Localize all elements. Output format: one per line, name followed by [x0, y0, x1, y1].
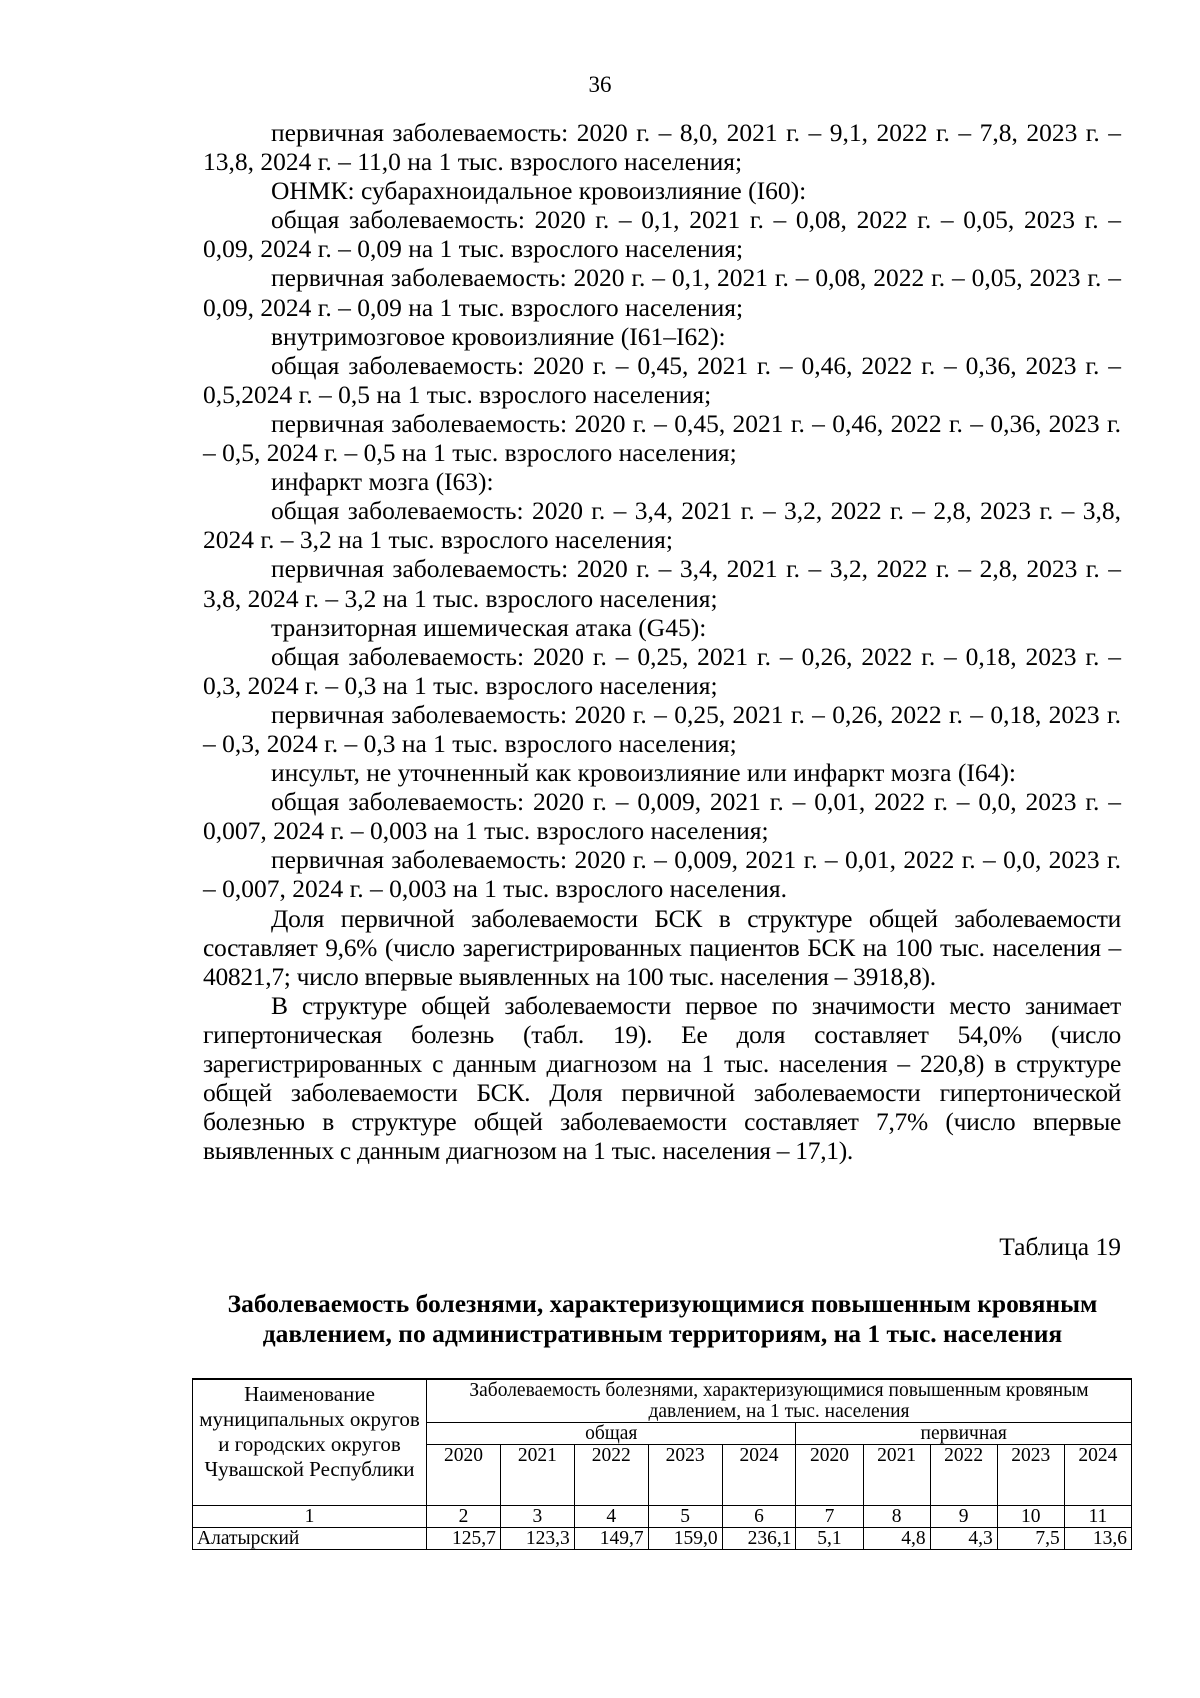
- column-number: 5: [648, 1506, 722, 1528]
- table-header-row: [193, 1379, 1132, 1423]
- header-year: 2020: [427, 1445, 501, 1506]
- paragraph: первичная заболеваемость: 2020 г. – 0,45, 2021 г. – 0,46, 2022 г. – 0,36, 2023 г. – 0,5, 2024 г. – 0,5 на 1 тыс. взрослого населения;: [203, 408, 1121, 468]
- header-year: 2023: [648, 1445, 722, 1506]
- header-year: 2023: [997, 1445, 1064, 1506]
- paragraph: общая заболеваемость: 2020 г. – 0,009, 2021 г. – 0,01, 2022 г. – 0,0, 2023 г. – 0,007, 2024 г. – 0,003 на 1 тыс. взрослого населения;: [203, 787, 1121, 846]
- paragraph: инсульт, не уточненный как кровоизлияние или инфаркт мозга (I64):: [271, 758, 1016, 788]
- column-number: 6: [722, 1506, 796, 1528]
- body-text: [203, 118, 1121, 1165]
- table-cell: 149,7: [574, 1528, 648, 1550]
- header-primary: первичная: [796, 1423, 1132, 1445]
- header-group: Заболеваемость болезнями, характеризующимися повышенным кровяным давлением, на 1 тыс. населения: [427, 1379, 1132, 1423]
- paragraph: общая заболеваемость: 2020 г. – 0,45, 2021 г. – 0,46, 2022 г. – 0,36, 2023 г. – 0,5,2024 г. – 0,5 на 1 тыс. взрослого населения;: [203, 350, 1121, 409]
- header-year: 2024: [1064, 1445, 1131, 1506]
- paragraph: первичная заболеваемость: 2020 г. – 8,0, 2021 г. – 9,1, 2022 г. – 7,8, 2023 г. – 13,8, 2024 г. – 11,0 на 1 тыс. взрослого населения;: [203, 118, 1121, 177]
- paragraph: транзиторная ишемическая атака (G45):: [271, 612, 707, 642]
- column-number: 11: [1064, 1506, 1131, 1528]
- table-cell: 4,3: [930, 1528, 997, 1550]
- paragraph: первичная заболеваемость: 2020 г. – 0,1, 2021 г. – 0,08, 2022 г. – 0,05, 2023 г. – 0,09, 2024 г. – 0,09 на 1 тыс. взрослого населения;: [203, 263, 1121, 322]
- header-year: 2021: [863, 1445, 930, 1506]
- paragraph: первичная заболеваемость: 2020 г. – 3,4, 2021 г. – 3,2, 2022 г. – 2,8, 2023 г. – 3,8, 2024 г. – 3,2 на 1 тыс. взрослого населения;: [203, 554, 1121, 613]
- paragraph: инфаркт мозга (I63):: [271, 467, 494, 497]
- table-row: [193, 1528, 1132, 1550]
- paragraph: общая заболеваемость: 2020 г. – 0,25, 2021 г. – 0,26, 2022 г. – 0,18, 2023 г. – 0,3, 2024 г. – 0,3 на 1 тыс. взрослого населения;: [203, 641, 1121, 700]
- table-cell: 125,7: [427, 1528, 501, 1550]
- header-name-column: Наименование муниципальных округов и городских округов Чувашской Республики: [193, 1379, 427, 1506]
- column-number: 1: [193, 1506, 427, 1528]
- header-year: 2022: [574, 1445, 648, 1506]
- column-number: 8: [863, 1506, 930, 1528]
- territory-name: Алатырский: [193, 1528, 427, 1550]
- column-number: 9: [930, 1506, 997, 1528]
- column-number: 2: [427, 1506, 501, 1528]
- table-cell: 159,0: [648, 1528, 722, 1550]
- paragraph: В структуре общей заболеваемости первое по значимости место занимает гипертоническая болезнь (табл. 19). Ее доля составляет 54,0% (число зарегистрированных с данным диагнозом на 1 тыс. населения – 220,8) в структуре общей заболеваемости БСК. Доля первичной заболеваемости гипертонической болезнью в структуре общей заболеваемости составляет 7,7% (число впервые выявленных с данным диагнозом на 1 тыс. населения – 17,1).: [203, 990, 1121, 1166]
- morbidity-table: [192, 1378, 1132, 1550]
- paragraph: Доля первичной заболеваемости БСК в структуре общей заболеваемости составляет 9,6% (число зарегистрированных пациентов БСК на 100 тыс. населения – 40821,7; число впервые выявленных на 100 тыс. населения – 3918,8).: [203, 903, 1121, 991]
- table-label: Таблица 19: [999, 1232, 1121, 1261]
- table-cell: 5,1: [796, 1528, 863, 1550]
- table-title: Заболеваемость болезнями, характеризующимися повышенным кровяным давлением, по административным территориям, на 1 тыс. населения: [227, 1289, 1098, 1348]
- header-year: 2020: [796, 1445, 863, 1506]
- page-number: 36: [588, 72, 612, 97]
- column-number: 3: [500, 1506, 574, 1528]
- paragraph: общая заболеваемость: 2020 г. – 3,4, 2021 г. – 3,2, 2022 г. – 2,8, 2023 г. – 3,8, 2024 г. – 3,2 на 1 тыс. взрослого населения;: [203, 496, 1121, 555]
- table-cell: 123,3: [500, 1528, 574, 1550]
- table-cell: 7,5: [997, 1528, 1064, 1550]
- column-number: 4: [574, 1506, 648, 1528]
- paragraph: первичная заболеваемость: 2020 г. – 0,25, 2021 г. – 0,26, 2022 г. – 0,18, 2023 г. – 0,3, 2024 г. – 0,3 на 1 тыс. взрослого населения;: [203, 699, 1121, 758]
- header-total: общая: [427, 1423, 796, 1445]
- paragraph: общая заболеваемость: 2020 г. – 0,1, 2021 г. – 0,08, 2022 г. – 0,05, 2023 г. – 0,09, 2024 г. – 0,09 на 1 тыс. взрослого населения;: [203, 205, 1121, 264]
- paragraph: первичная заболеваемость: 2020 г. – 0,009, 2021 г. – 0,01, 2022 г. – 0,0, 2023 г. – 0,007, 2024 г. – 0,003 на 1 тыс. взрослого населения.: [203, 845, 1121, 904]
- table-cell: 13,6: [1064, 1528, 1131, 1550]
- header-year: 2024: [722, 1445, 796, 1506]
- paragraph: ОНМК: субарахноидальное кровоизлияние (I60):: [271, 176, 807, 206]
- column-number-row: [193, 1506, 1132, 1528]
- header-year: 2022: [930, 1445, 997, 1506]
- paragraph: внутримозговое кровоизлияние (I61–I62):: [271, 321, 726, 351]
- column-number: 7: [796, 1506, 863, 1528]
- table-cell: 236,1: [722, 1528, 796, 1550]
- header-year: 2021: [500, 1445, 574, 1506]
- column-number: 10: [997, 1506, 1064, 1528]
- table-cell: 4,8: [863, 1528, 930, 1550]
